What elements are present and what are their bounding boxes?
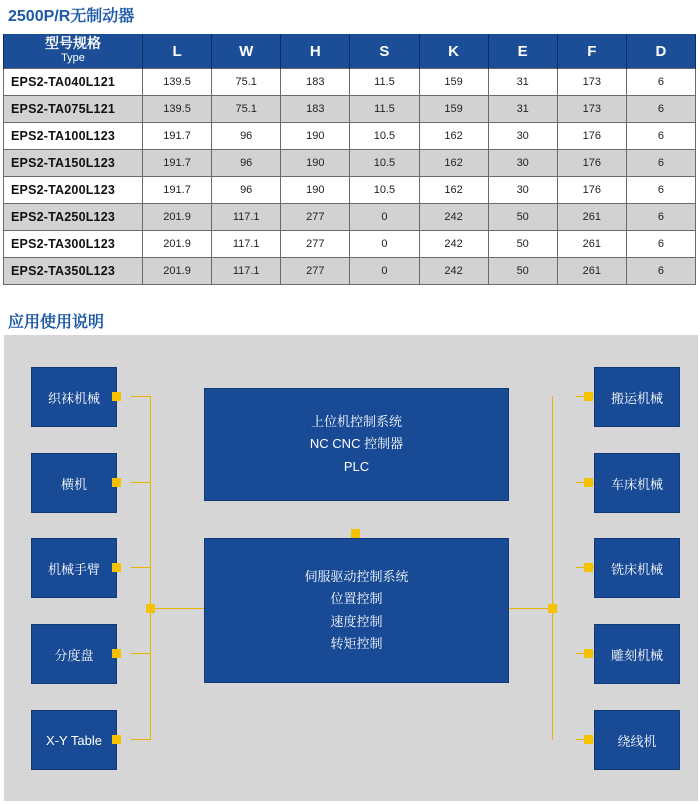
type-header-en: Type (61, 52, 85, 64)
value-cell-L: 201.9 (143, 258, 212, 285)
value-cell-K: 242 (419, 204, 488, 231)
connector-dot (112, 392, 121, 401)
value-cell-S: 0 (350, 204, 419, 231)
value-cell-W: 117.1 (212, 258, 281, 285)
value-cell-W: 96 (212, 123, 281, 150)
value-cell-L: 191.7 (143, 150, 212, 177)
value-cell-L: 191.7 (143, 177, 212, 204)
upper-controller-box (204, 388, 509, 501)
value-cell-W: 75.1 (212, 69, 281, 96)
model-cell: EPS2-TA350L123 (4, 258, 143, 285)
value-cell-F: 176 (557, 123, 626, 150)
right-node-handling: 搬运机械 (594, 367, 680, 427)
value-cell-H: 190 (281, 123, 350, 150)
value-cell-K: 159 (419, 96, 488, 123)
connector-dot (351, 529, 360, 538)
value-cell-W: 96 (212, 150, 281, 177)
value-cell-F: 261 (557, 231, 626, 258)
type-header-zh: 型号规格 (45, 35, 101, 51)
value-cell-K: 159 (419, 69, 488, 96)
connector-dot (584, 478, 593, 487)
connector-dot (112, 735, 121, 744)
model-cell: EPS2-TA250L123 (4, 204, 143, 231)
value-cell-K: 242 (419, 231, 488, 258)
left-node-flat-knitting: 横机 (31, 453, 117, 513)
value-cell-F: 261 (557, 204, 626, 231)
value-cell-F: 261 (557, 258, 626, 285)
model-cell: EPS2-TA040L121 (4, 69, 143, 96)
connector-line (131, 396, 150, 397)
left-node-xy-table: X-Y Table (31, 710, 117, 770)
connector-dot (584, 735, 593, 744)
value-cell-K: 162 (419, 123, 488, 150)
value-cell-D: 6 (626, 204, 695, 231)
model-cell: EPS2-TA150L123 (4, 150, 143, 177)
application-diagram (4, 335, 698, 801)
column-header-S: S (350, 34, 419, 69)
value-cell-E: 30 (488, 177, 557, 204)
table-row (4, 231, 696, 258)
value-cell-E: 31 (488, 69, 557, 96)
spec-section-title: 2500P/R无制动器 (8, 8, 135, 25)
application-section-title: 应用使用说明 (8, 314, 105, 331)
value-cell-H: 277 (281, 258, 350, 285)
value-cell-W: 117.1 (212, 204, 281, 231)
column-header-H: H (281, 34, 350, 69)
value-cell-W: 96 (212, 177, 281, 204)
right-node-milling: 铣床机械 (594, 538, 680, 598)
value-cell-H: 190 (281, 177, 350, 204)
value-cell-L: 201.9 (143, 204, 212, 231)
right-node-winding: 绕线机 (594, 710, 680, 770)
value-cell-D: 6 (626, 150, 695, 177)
table-header-row (4, 34, 696, 69)
value-cell-D: 6 (626, 123, 695, 150)
value-cell-D: 6 (626, 258, 695, 285)
value-cell-S: 10.5 (350, 123, 419, 150)
value-cell-D: 6 (626, 177, 695, 204)
servo-control-box (204, 538, 509, 683)
connector-line (131, 567, 150, 568)
value-cell-D: 6 (626, 69, 695, 96)
right-link-line (507, 608, 552, 609)
value-cell-H: 190 (281, 150, 350, 177)
value-cell-K: 162 (419, 177, 488, 204)
column-header-D: D (626, 34, 695, 69)
value-cell-S: 0 (350, 258, 419, 285)
value-cell-W: 117.1 (212, 231, 281, 258)
upper-controller-line-3: PLC (343, 458, 370, 474)
value-cell-H: 183 (281, 96, 350, 123)
value-cell-S: 11.5 (350, 96, 419, 123)
connector-dot (584, 563, 593, 572)
table-row (4, 204, 696, 231)
value-cell-E: 31 (488, 96, 557, 123)
value-cell-L: 201.9 (143, 231, 212, 258)
value-cell-L: 139.5 (143, 69, 212, 96)
column-header-K: K (419, 34, 488, 69)
connector-dot (548, 604, 557, 613)
value-cell-E: 50 (488, 204, 557, 231)
left-link-line (150, 608, 205, 609)
left-node-indexing-table: 分度盘 (31, 624, 117, 684)
connector-dot (112, 478, 121, 487)
value-cell-F: 176 (557, 150, 626, 177)
value-cell-E: 30 (488, 123, 557, 150)
servo-line-1: 伺服驱动控制系统 (304, 568, 409, 584)
value-cell-K: 242 (419, 258, 488, 285)
value-cell-H: 183 (281, 69, 350, 96)
upper-controller-line-1: 上位机控制系统 (310, 413, 402, 429)
connector-line (131, 482, 150, 483)
type-column-header (4, 34, 143, 69)
column-header-W: W (212, 34, 281, 69)
value-cell-E: 50 (488, 231, 557, 258)
value-cell-F: 173 (557, 96, 626, 123)
value-cell-S: 10.5 (350, 177, 419, 204)
value-cell-D: 6 (626, 96, 695, 123)
column-header-E: E (488, 34, 557, 69)
connector-line (131, 739, 150, 740)
value-cell-E: 50 (488, 258, 557, 285)
value-cell-L: 191.7 (143, 123, 212, 150)
right-bus-line (552, 396, 553, 740)
connector-dot (112, 649, 121, 658)
value-cell-F: 173 (557, 69, 626, 96)
value-cell-F: 176 (557, 177, 626, 204)
model-cell: EPS2-TA200L123 (4, 177, 143, 204)
right-node-lathe: 车床机械 (594, 453, 680, 513)
value-cell-H: 277 (281, 204, 350, 231)
connector-line (131, 653, 150, 654)
connector-dot (112, 563, 121, 572)
value-cell-S: 0 (350, 231, 419, 258)
connector-dot (584, 649, 593, 658)
table-row (4, 69, 696, 96)
servo-line-2: 位置控制 (330, 591, 383, 606)
model-cell: EPS2-TA300L123 (4, 231, 143, 258)
spec-table (3, 34, 696, 285)
servo-line-3: 速度控制 (330, 613, 383, 629)
column-header-L: L (143, 34, 212, 69)
servo-line-4: 转矩控制 (330, 636, 383, 651)
table-row (4, 258, 696, 285)
table-row (4, 177, 696, 204)
value-cell-E: 30 (488, 150, 557, 177)
left-node-sock-machinery: 织袜机械 (31, 367, 117, 427)
model-cell: EPS2-TA100L123 (4, 123, 143, 150)
value-cell-S: 10.5 (350, 150, 419, 177)
upper-controller-line-2: NC CNC 控制器 (309, 436, 404, 452)
value-cell-D: 6 (626, 231, 695, 258)
column-header-F: F (557, 34, 626, 69)
value-cell-S: 11.5 (350, 69, 419, 96)
table-row (4, 150, 696, 177)
table-row (4, 96, 696, 123)
table-row (4, 123, 696, 150)
value-cell-W: 75.1 (212, 96, 281, 123)
value-cell-K: 162 (419, 150, 488, 177)
connector-dot (584, 392, 593, 401)
value-cell-H: 277 (281, 231, 350, 258)
left-node-robot-arm: 机械手臂 (31, 538, 117, 598)
value-cell-L: 139.5 (143, 96, 212, 123)
model-cell: EPS2-TA075L121 (4, 96, 143, 123)
left-bus-line (150, 396, 151, 740)
connector-dot (146, 604, 155, 613)
right-node-engraving: 雕刻机械 (594, 624, 680, 684)
